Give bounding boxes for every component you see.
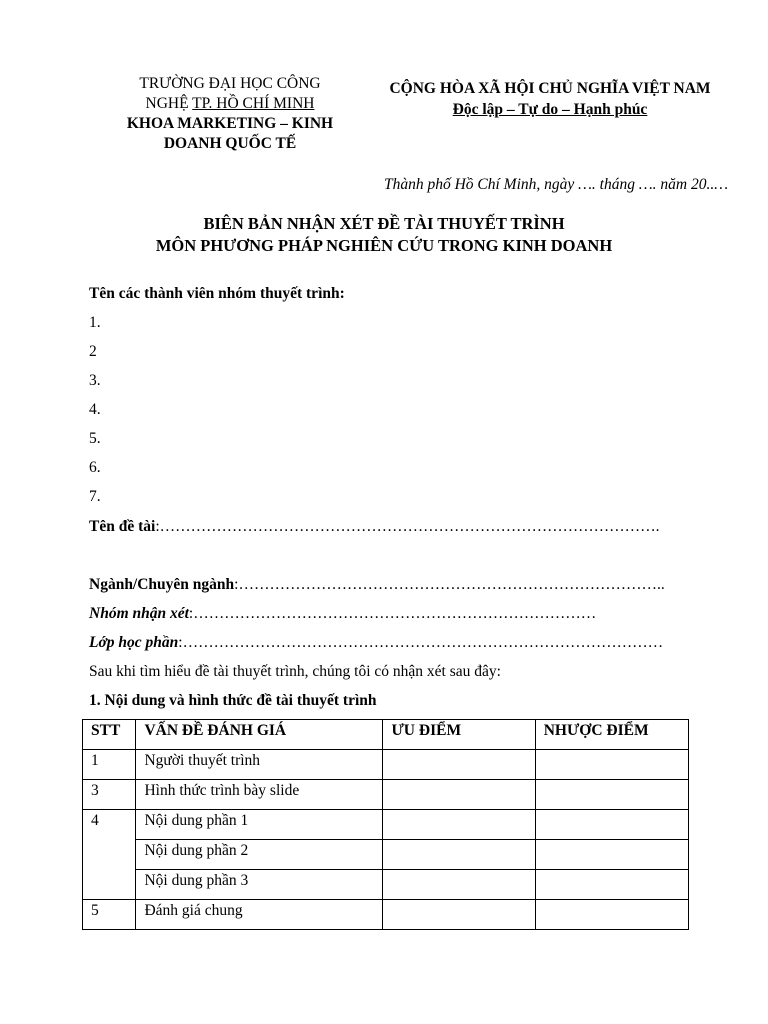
group-field: Nhóm nhận xét:…………………………………………………………………… [89,605,597,622]
row-strengths-cell[interactable] [383,900,535,930]
university-name-line1: TRƯỜNG ĐẠI HỌC CÔNG [139,75,321,92]
date-line: Thành phố Hồ Chí Minh, ngày …. tháng …. năm 20..… [383,176,728,193]
national-header [370,78,730,120]
member-line-7: 7. [89,488,101,505]
document-title-line1: BIÊN BẢN NHẬN XÉT ĐỀ TÀI THUYẾT TRÌNH [203,214,565,233]
table-row [83,900,689,930]
row-weaknesses-cell[interactable] [535,840,688,870]
row-issue: Đánh giá chung [136,900,383,930]
table-row [83,810,689,840]
row-weaknesses-cell[interactable] [535,810,688,840]
row-weaknesses-cell[interactable] [535,900,688,930]
faculty-name-line2: DOANH QUỐC TẾ [163,135,297,152]
topic-field: Tên đề tài:……………………………………………………………………………………. [89,518,660,535]
row-issue: Nội dung phần 3 [136,870,383,900]
row-strengths-cell[interactable] [383,780,535,810]
major-field: Ngành/Chuyên ngành:……………………………………………………………………….. [89,576,665,593]
member-line-2: 2 [89,343,97,360]
evaluation-table [82,719,689,930]
row-strengths-cell[interactable] [383,840,535,870]
class-field: Lớp học phần:………………………………………………………………………………… [89,634,664,651]
table-row [83,840,689,870]
university-name-line2: NGHỆ TP. HỒ CHÍ MINH [145,95,315,112]
national-motto: Độc lập – Tự do – Hạnh phúc [452,101,648,118]
document-title-line2: MÔN PHƯƠNG PHÁP NGHIÊN CỨU TRONG KINH DOANH [155,236,613,255]
row-stt: 5 [83,900,136,930]
header-issue: VẤN ĐỀ ĐÁNH GIÁ [136,720,383,750]
section1-heading: 1. Nội dung và hình thức đề tài thuyết trình [89,692,377,709]
members-label: Tên các thành viên nhóm thuyết trình: [89,285,345,302]
row-weaknesses-cell[interactable] [535,750,688,780]
row-issue: Nội dung phần 2 [136,840,383,870]
member-line-4: 4. [89,401,101,418]
row-stt: 4 [83,810,136,900]
header-strengths: ƯU ĐIỂM [383,720,535,750]
row-strengths-cell[interactable] [383,750,535,780]
row-stt: 1 [83,750,136,780]
row-issue: Nội dung phần 1 [136,810,383,840]
row-strengths-cell[interactable] [383,810,535,840]
member-line-3: 3. [89,372,101,389]
member-line-1: 1. [89,314,101,331]
row-strengths-cell[interactable] [383,870,535,900]
table-row [83,780,689,810]
row-weaknesses-cell[interactable] [535,870,688,900]
university-header [110,74,350,154]
member-line-6: 6. [89,459,101,476]
national-title: CỘNG HÒA XÃ HỘI CHỦ NGHĨA VIỆT NAM [389,80,711,97]
row-issue: Hình thức trình bày slide [136,780,383,810]
table-row [83,750,689,780]
intro-text: Sau khi tìm hiểu đề tài thuyết trình, chúng tôi có nhận xét sau đây: [89,663,501,680]
row-stt: 3 [83,780,136,810]
table-header-row [83,720,689,750]
city-name: TP. HỒ CHÍ MINH [192,95,315,112]
row-weaknesses-cell[interactable] [535,780,688,810]
member-line-5: 5. [89,430,101,447]
faculty-name-line1: KHOA MARKETING – KINH [126,115,334,132]
table-row [83,870,689,900]
header-stt: STT [83,720,136,750]
header-weaknesses: NHƯỢC ĐIỂM [535,720,688,750]
row-issue: Người thuyết trình [136,750,383,780]
document-title [0,213,768,257]
